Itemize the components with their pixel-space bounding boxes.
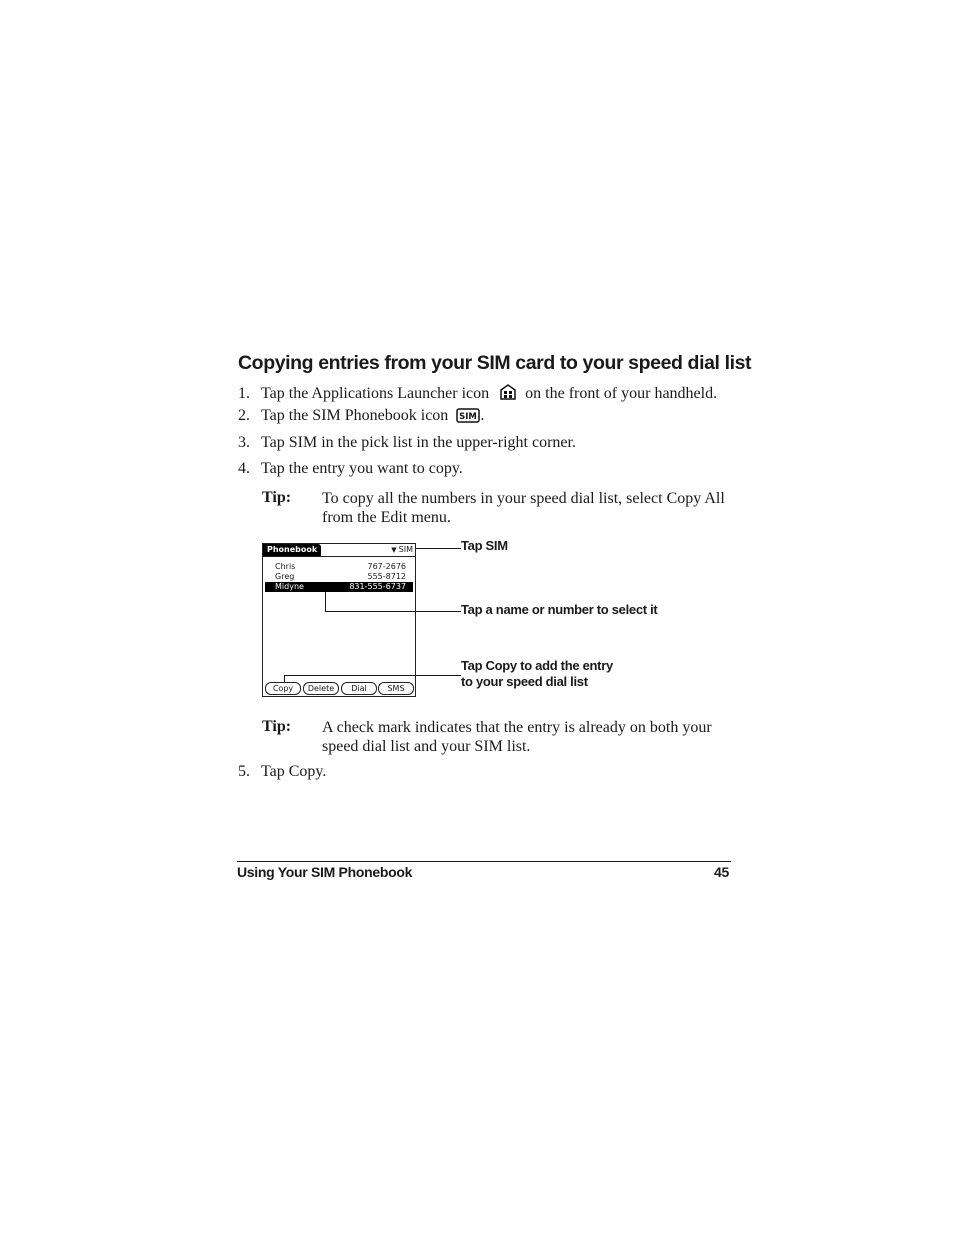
- callout-tap-sim: Tap SIM: [461, 538, 508, 553]
- entry-name: Midyne: [275, 582, 304, 591]
- step-number: 2.: [238, 407, 250, 424]
- tip-text: To copy all the numbers in your speed dial list, select Copy All from the Edit menu.: [322, 490, 725, 526]
- tip-text: A check mark indicates that the entry is already on both your speed dial list and your SIM list.: [322, 719, 712, 755]
- step-1: [238, 383, 717, 406]
- screen-titlebar: [263, 544, 415, 557]
- applications-launcher-icon: [499, 383, 517, 406]
- step-number: 5.: [238, 763, 250, 780]
- list-item[interactable]: [265, 562, 413, 572]
- entry-phone: 831-555-6737: [349, 582, 406, 591]
- step-text-after: .: [480, 407, 485, 424]
- entry-phone: 555-8712: [367, 572, 406, 581]
- delete-button[interactable]: Delete: [303, 682, 339, 695]
- page-number: 45: [714, 864, 729, 880]
- section-heading: Copying entries from your SIM card to your speed dial list: [238, 352, 752, 374]
- sim-icon-label: SIM: [459, 412, 478, 422]
- step-2: [238, 407, 484, 428]
- step-number: 3.: [238, 434, 250, 451]
- screen-title: Phonebook: [263, 544, 321, 556]
- picker-label: SIM: [398, 545, 413, 554]
- list-item-selected[interactable]: [265, 582, 413, 592]
- step-number: 4.: [238, 460, 250, 477]
- callout-line: [325, 592, 326, 612]
- tip-label: Tip:: [262, 718, 292, 735]
- step-number: 1.: [238, 385, 250, 402]
- step-5: [238, 763, 326, 781]
- step-text: Tap Copy.: [261, 763, 327, 780]
- step-4: [238, 460, 463, 478]
- copy-button[interactable]: Copy: [265, 682, 301, 695]
- callout-line: [284, 675, 461, 676]
- entry-name: Chris: [275, 562, 296, 571]
- entry-phone: 767-2676: [367, 562, 406, 571]
- callout-line-2: to your speed dial list: [461, 674, 588, 689]
- entry-name: Greg: [275, 572, 295, 581]
- step-text: Tap the SIM Phonebook icon: [261, 407, 449, 424]
- sim-phonebook-icon: [456, 408, 480, 428]
- footer-divider: [237, 861, 731, 862]
- callout-tap-name: Tap a name or number to select it: [461, 602, 658, 617]
- step-text-after: on the front of your handheld.: [525, 385, 718, 402]
- phonebook-screen: [262, 543, 416, 697]
- sms-button[interactable]: SMS: [378, 682, 414, 695]
- callout-line: [416, 548, 461, 549]
- step-text: Tap SIM in the pick list in the upper-right corner.: [261, 434, 576, 451]
- callout-line: [284, 675, 285, 683]
- step-text: Tap the Applications Launcher icon: [261, 385, 490, 402]
- tip-label: Tip:: [262, 489, 292, 506]
- triangle-down-icon: ▼: [391, 546, 397, 554]
- callout-line: [325, 611, 461, 612]
- callout-line-1: Tap Copy to add the entry: [461, 658, 613, 673]
- step-text: Tap the entry you want to copy.: [261, 460, 463, 477]
- dial-button[interactable]: Dial: [341, 682, 377, 695]
- category-picker[interactable]: [391, 544, 413, 556]
- step-3: [238, 434, 576, 452]
- callout-tap-copy: [461, 658, 613, 690]
- footer-section-title: Using Your SIM Phonebook: [237, 864, 413, 880]
- list-item[interactable]: [265, 572, 413, 582]
